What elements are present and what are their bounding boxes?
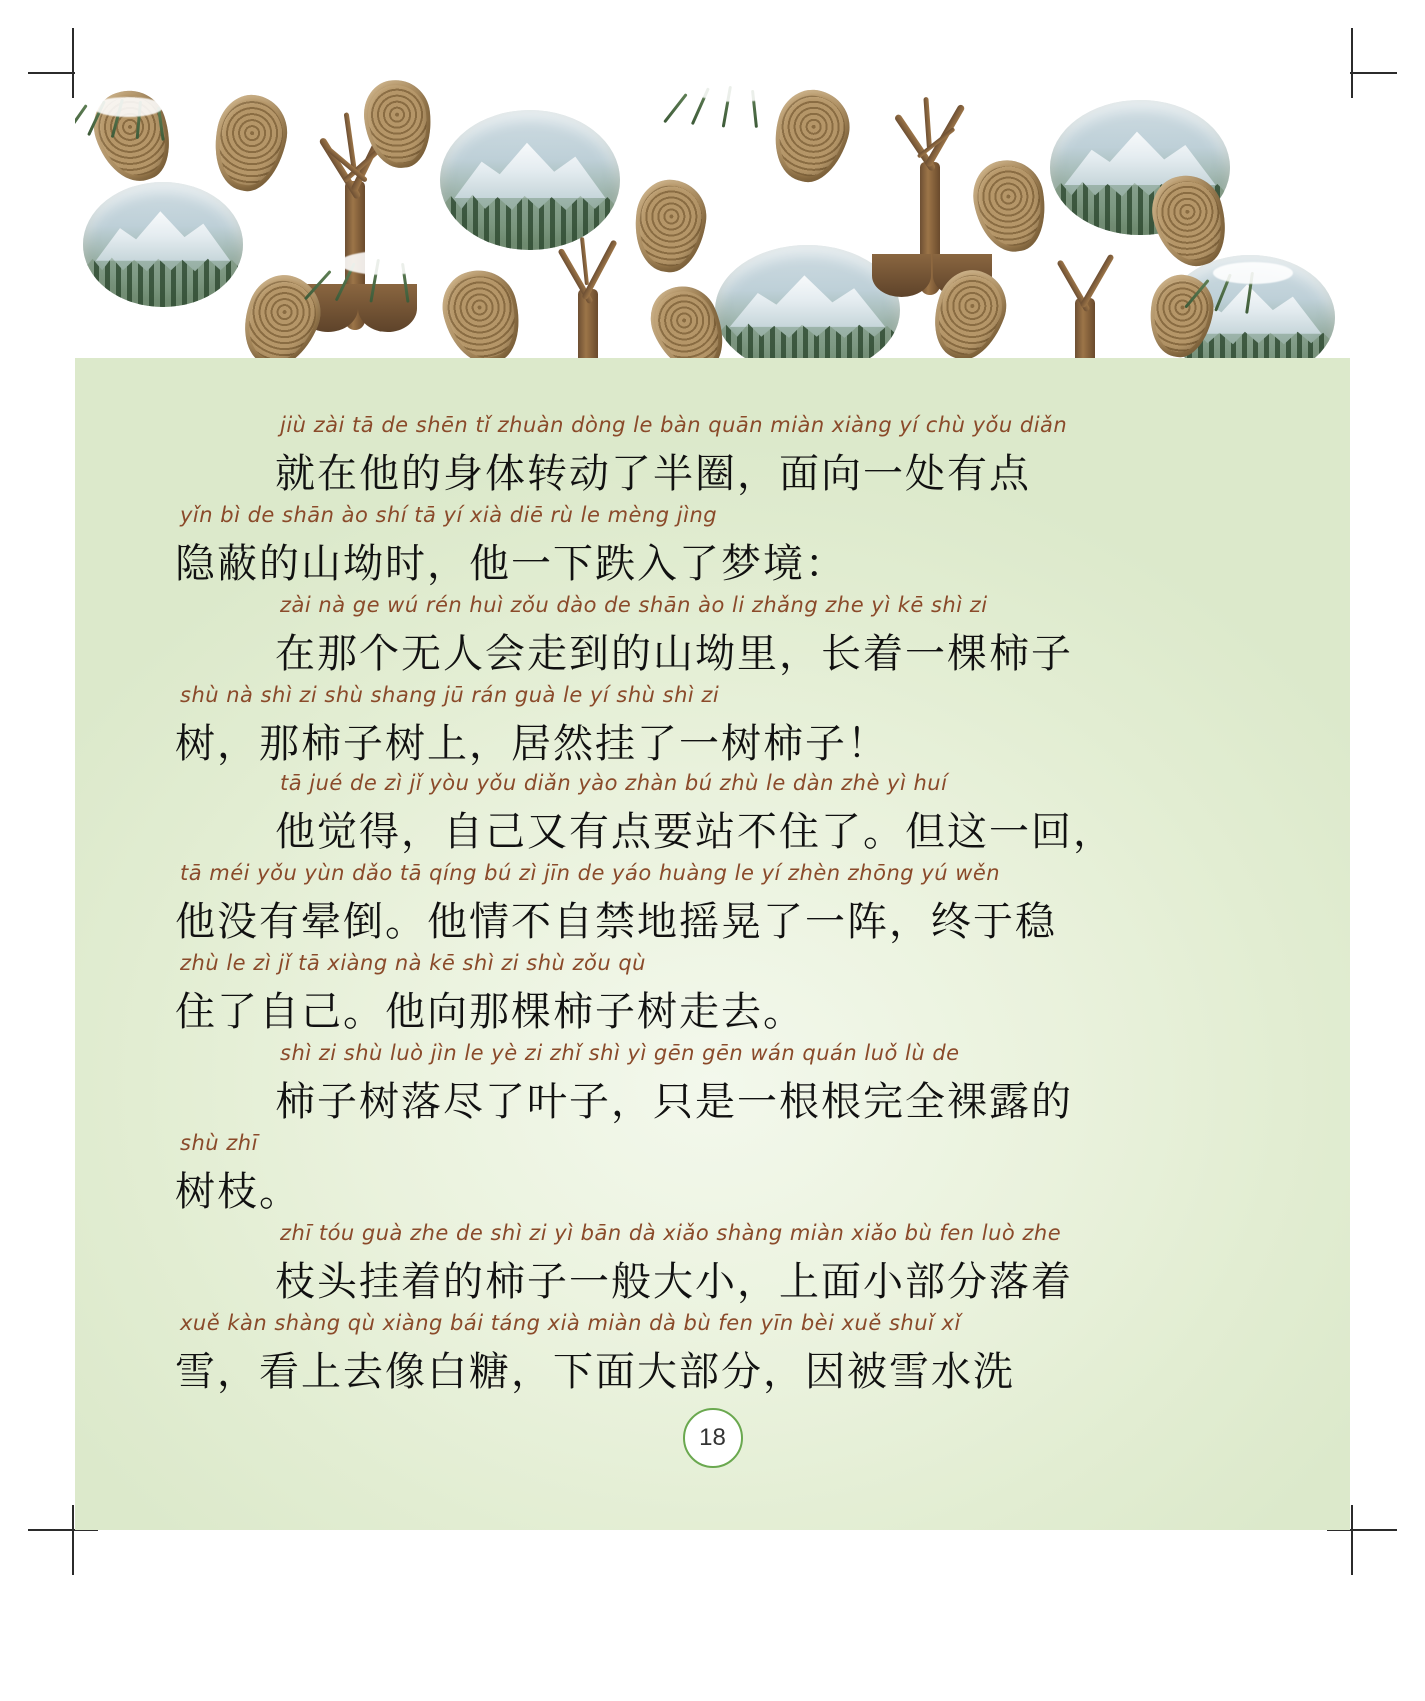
pinyin-line: yǐn bì de shān ào shí tā yí xià diē rù le mèng jìng: [180, 503, 718, 527]
hanzi-line: 雪，看上去像白糖，下面大部分，因被雪水洗: [175, 1349, 1015, 1395]
hanzi-line: 隐蔽的山坳时，他一下跌入了梦境：: [175, 541, 847, 587]
hanzi-line: 就在他的身体转动了半圈，面向一处有点: [275, 451, 1031, 497]
page-number: 18: [683, 1408, 743, 1468]
bare-tree-icon: [525, 215, 650, 358]
snowy-fir-sprig-icon: [315, 245, 495, 355]
book-page: [75, 70, 1350, 1530]
hanzi-line: 树，那柿子树上，居然挂了一树柿子！: [175, 721, 889, 767]
hanzi-line: 枝头挂着的柿子一般大小，上面小部分落着: [275, 1259, 1073, 1305]
hanzi-line: 柿子树落尽了叶子，只是一根根完全裸露的: [275, 1079, 1073, 1125]
pinyin-line: shù nà shì zi shù shang jū rán guà le yí shù shì zi: [180, 683, 720, 707]
hanzi-line: 他没有晕倒。他情不自禁地摇晃了一阵，终于稳: [175, 899, 1057, 945]
pinyin-line: zhù le zì jǐ tā xiàng nà kē shì zi shù zǒu qù: [180, 951, 646, 975]
text-paper: [75, 358, 1350, 1530]
bare-tree-icon: [1025, 230, 1145, 358]
pinyin-line: zài nà ge wú rén huì zǒu dào de shān ào li zhǎng zhe yì kē shì zi: [280, 593, 988, 617]
pinyin-line: tā jué de zì jǐ yòu yǒu diǎn yào zhàn bú zhù le dàn zhè yì huí: [280, 771, 948, 795]
mountain-oval-icon: [83, 182, 243, 307]
pinyin-line: xuě kàn shàng qù xiàng bái táng xià miàn dà bù fen yīn bèi xuě shuǐ xǐ: [180, 1311, 961, 1335]
pinyin-line: zhī tóu guà zhe de shì zi yì bān dà xiǎo shàng miàn xiǎo bù fen luò zhe: [280, 1221, 1062, 1245]
pinyin-line: shì zi shù luò jìn le yè zi zhǐ shì yì gēn gēn wán quán luǒ lù de: [280, 1041, 960, 1065]
snowy-fir-sprig-icon: [1195, 260, 1350, 358]
hanzi-line: 树枝。: [175, 1169, 301, 1215]
snowy-fir-sprig-icon: [75, 95, 225, 185]
snowy-fir-sprig-icon: [675, 80, 845, 180]
pinyin-line: shù zhī: [180, 1131, 258, 1155]
pinyin-line: jiù zài tā de shēn tǐ zhuàn dòng le bàn quān miàn xiàng yí chù yǒu diǎn: [280, 413, 1068, 437]
hanzi-line: 他觉得，自己又有点要站不住了。但这一回，: [275, 809, 1115, 855]
hanzi-line: 在那个无人会走到的山坳里，长着一棵柿子: [275, 631, 1073, 677]
hanzi-line: 住了自己。他向那棵柿子树走去。: [175, 989, 805, 1035]
pinyin-line: tā méi yǒu yùn dǎo tā qíng bú zì jīn de yáo huàng le yí zhèn zhōng yú wěn: [180, 861, 1001, 885]
decorative-banner: [75, 70, 1350, 358]
